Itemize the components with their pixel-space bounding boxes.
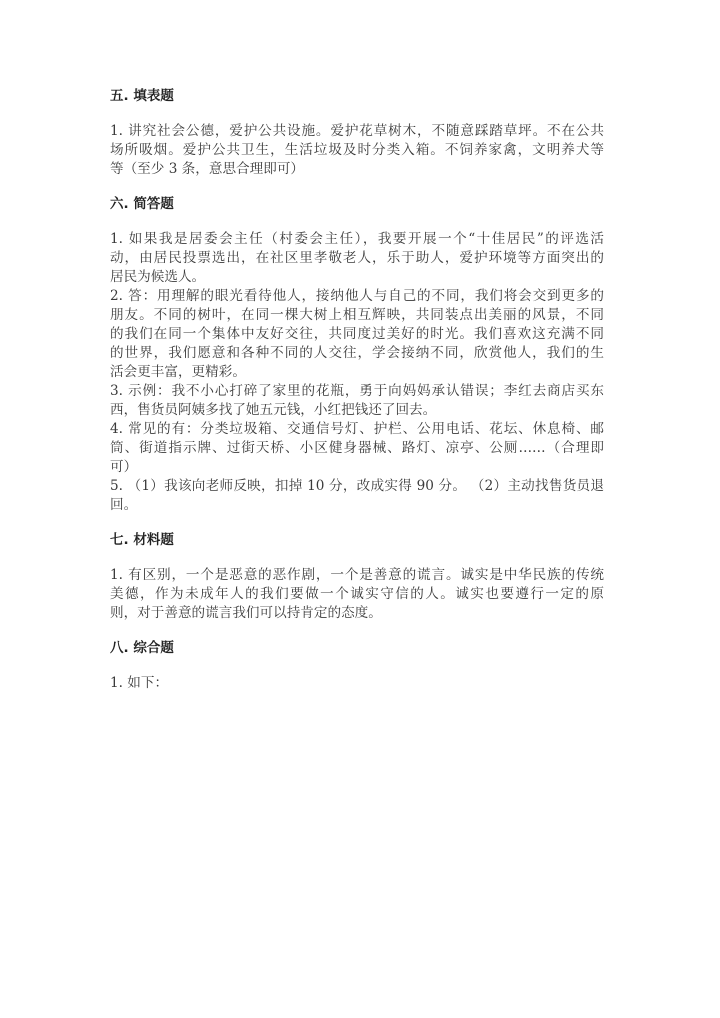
section-heading: 七. 材料题 bbox=[110, 532, 174, 548]
answer-line: 2. 答：用理解的眼光看待他人，接纳他人与自己的不同，我们将会交到更多的 bbox=[110, 288, 604, 304]
answer-line: 等（至少 3 条，意思合理即可） bbox=[110, 161, 305, 177]
answer-item bbox=[110, 477, 604, 515]
answer-line: 的世界，我们愿意和各种不同的人交往，学会接纳不同，欣赏他人，我们的生 bbox=[110, 345, 604, 361]
section-body bbox=[110, 674, 604, 693]
answer-line: 回。 bbox=[110, 497, 138, 513]
section-body bbox=[110, 230, 604, 515]
section-heading: 八. 综合题 bbox=[110, 640, 174, 656]
answer-item bbox=[110, 287, 604, 382]
answer-line: 4. 常见的有：分类垃圾箱、交通信号灯、护栏、公用电话、花坛、休息椅、邮 bbox=[110, 421, 604, 437]
section-heading: 六. 简答题 bbox=[110, 196, 174, 212]
answer-line: 的我们在同一个集体中友好交往，共同度过美好的时光。我们喜欢这充满不同 bbox=[110, 326, 604, 342]
answer-item bbox=[110, 566, 604, 623]
section-heading: 五. 填表题 bbox=[110, 88, 174, 104]
answer-line: 场所吸烟。爱护公共卫生，生活垃圾及时分类入箱。不饲养家禽，文明养犬等 bbox=[110, 142, 604, 158]
answer-line: 3. 示例：我不小心打碎了家里的花瓶，勇于向妈妈承认错误；李红去商店买东 bbox=[110, 383, 604, 399]
answer-line: 活会更丰富，更精彩。 bbox=[110, 364, 246, 380]
answer-line: 筒、街道指示牌、过街天桥、小区健身器械、路灯、凉亭、公厕……（合理即 bbox=[110, 440, 604, 456]
answer-document bbox=[110, 86, 604, 708]
answer-line: 1. 有区别，一个是恶意的恶作剧，一个是善意的谎言。诚实是中华民族的传统 bbox=[110, 567, 604, 583]
section-body bbox=[110, 122, 604, 179]
section-body bbox=[110, 566, 604, 623]
answer-line: 5. （1）我该向老师反映，扣掉 10 分，改成实得 90 分。 （2）主动找售货员退 bbox=[110, 478, 604, 494]
answer-line: 1. 讲究社会公德，爱护公共设施。爱护花草树木，不随意踩踏草坪。不在公共 bbox=[110, 123, 604, 139]
answer-item bbox=[110, 674, 604, 693]
answer-line: 1. 如下： bbox=[110, 675, 169, 691]
answer-item bbox=[110, 122, 604, 179]
answer-line: 西，售货员阿姨多找了她五元钱，小红把钱还了回去。 bbox=[110, 402, 437, 418]
answer-line: 居民为候选人。 bbox=[110, 269, 206, 285]
answer-line: 动，由居民投票选出，在社区里孝敬老人，乐于助人，爱护环境等方面突出的 bbox=[110, 250, 604, 266]
answer-line: 则，对于善意的谎言我们可以持肯定的态度。 bbox=[110, 605, 382, 621]
answer-line: 可） bbox=[110, 459, 138, 475]
answer-line: 朋友。不同的树叶，在同一棵大树上相互辉映，共同装点出美丽的风景，不同 bbox=[110, 307, 604, 323]
answer-line: 1. 如果我是居委会主任（村委会主任），我要开展一个“十佳居民”的评选活 bbox=[110, 231, 604, 247]
answer-item bbox=[110, 420, 604, 477]
answer-line: 美德，作为未成年人的我们要做一个诚实守信的人。诚实也要遵行一定的原 bbox=[110, 586, 604, 602]
answer-item bbox=[110, 230, 604, 287]
answer-item bbox=[110, 382, 604, 420]
